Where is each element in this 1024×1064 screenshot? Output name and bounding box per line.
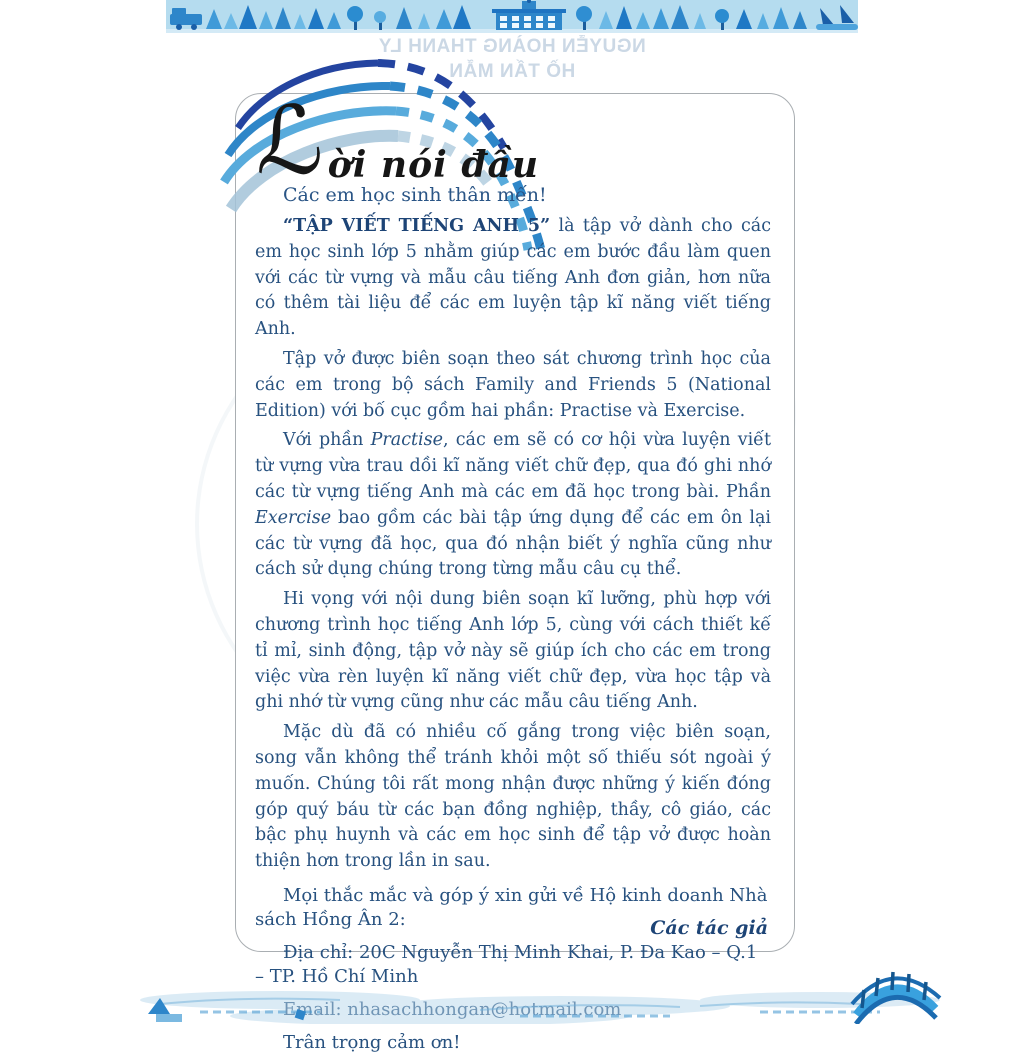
bottom-landscape-decoration [0,954,1024,1024]
preface-body [255,184,771,1064]
contact-line: Mọi thắc mắc và góp ý xin gửi về Hộ kinh doanh Nhà sách Hồng Ân 2: [255,884,768,930]
greeting-line: Các em học sinh thân mến! [283,184,547,206]
contact-line: Trân trọng cảm ơn! [283,1031,461,1053]
preface-paragraph: “TẬP VIẾT TIẾNG ANH 5” là tập vở dành cho các em học sinh lớp 5 nhằm giúp các em bước đầu làm quen với các từ vựng và mẫu câu tiếng Anh đơn giản, hơn nữa có thêm tài liệu để các em luyện tập kĩ năng viết tiếng Anh. [255,216,771,340]
authors-signature: Các tác giả [650,917,768,939]
bleed-line: NGUYỄN HOÀNG THANH LY [378,36,646,57]
bleed-line: HỒ TẤN MẪN [448,61,576,82]
title-script-initial: ℒ [256,87,324,196]
preface-paragraph: Tập vở được biên soạn theo sát chương trình học của các em trong bộ sách Family and Friends 5 (National Edition) với bố cục gồm hai phần: Practise và Exercise. [255,348,771,421]
preface-paragraph: Hi vọng với nội dung biên soạn kĩ lưỡng, phù hợp với chương trình học tiếng Anh lớp 5, cùng với cách thiết kế tỉ mỉ, sinh động, tập vở này sẽ giúp ích cho các em trong việc vừa rèn luyện kĩ năng viết chữ đẹp, vừa học tập và ghi nhớ từ vựng cũng như các mẫu câu tiếng Anh. [255,589,771,713]
contact-line: Địa chỉ: 20C Nguyễn Thị Minh Khai, P. Đa Kao – Q.1 – TP. Hồ Chí Minh [255,941,758,987]
preface-paragraph: Mặc dù đã có nhiều cố gắng trong việc biên soạn, song vẫn không thể tránh khỏi một số thiếu sót ngoài ý muốn. Chúng tôi rất mong nhận được những ý kiến đóng góp quý báu từ các bạn đồng nghiệp, thầy, cô giáo, các bậc phụ huynh và các em học sinh để tập vở được hoàn thiện hơn trong lần in sau. [255,722,771,872]
title-rest: ời nói đầu [327,144,539,186]
preface-paragraph: Với phần Practise, các em sẽ có cơ hội vừa luyện viết từ vựng vừa trau dồi kĩ năng viết chữ đẹp, qua đó ghi nhớ các từ vựng tiếng Anh mà các em đã học trong bài. Phần Exercise bao gồm các bài tập ứng dụng để các em ôn lại các từ vựng đã học, qua đó nhận biết ý nghĩa cũng như cách sử dụng chúng trong từng mẫu câu cụ thể. [255,430,771,580]
paragraphs [255,214,771,875]
forest-school-banner [166,0,858,33]
